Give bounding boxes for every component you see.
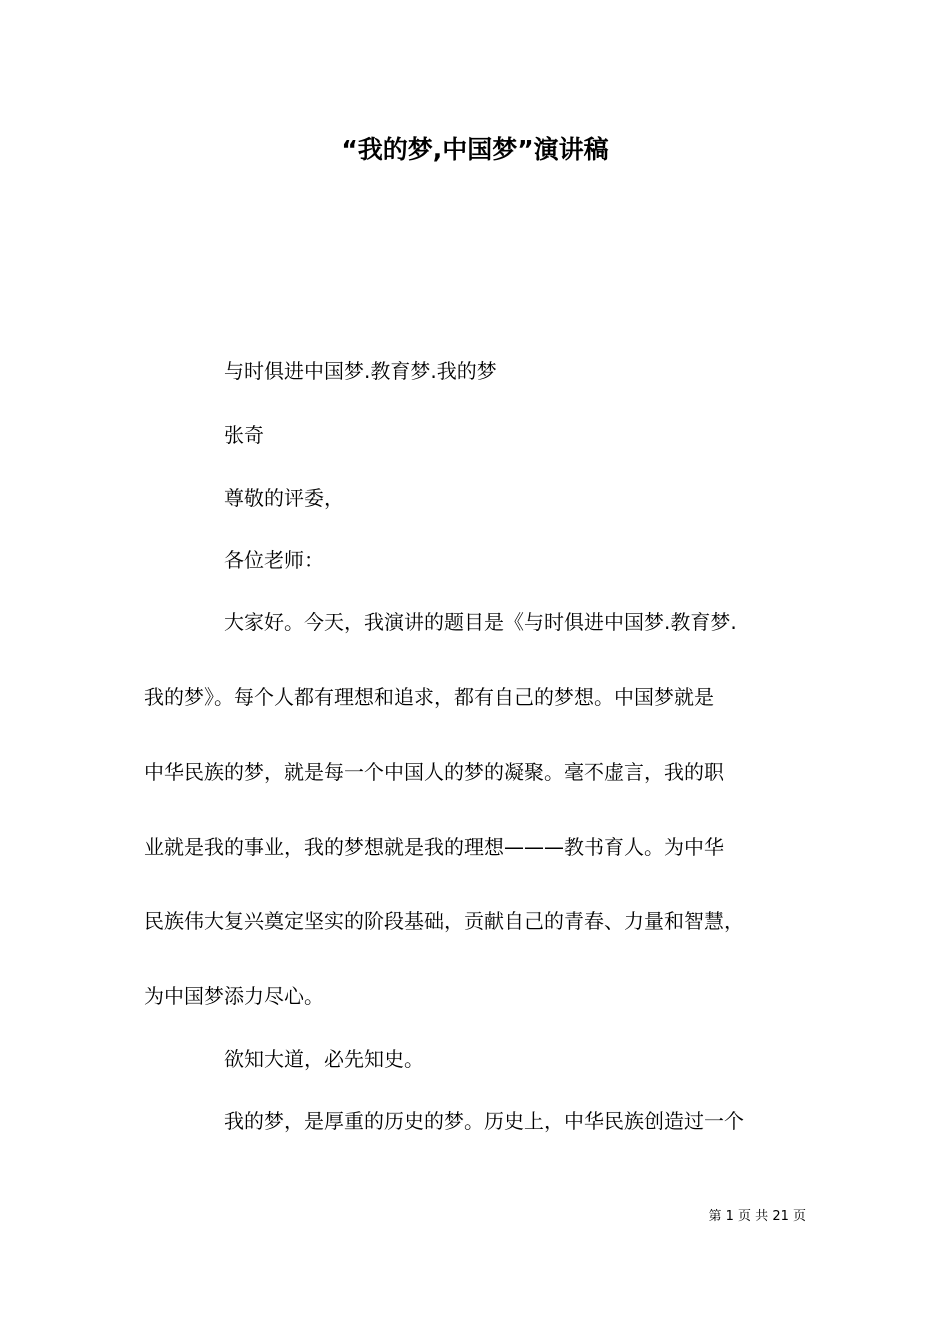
subtitle-line: 与时俱进中国梦.教育梦.我的梦: [224, 359, 497, 383]
body-line: 大家好。今天，我演讲的题目是《与时俱进中国梦.教育梦.: [224, 610, 737, 634]
body-line: 业就是我的事业，我的梦想就是我的理想———教书育人。为中华: [144, 835, 724, 859]
body-line: 欲知大道，必先知史。: [224, 1047, 424, 1071]
body-line: 我的梦，是厚重的历史的梦。历史上，中华民族创造过一个: [224, 1109, 744, 1133]
author-line: 张奇: [224, 423, 264, 447]
document-title: “我的梦,中国梦”演讲稿: [341, 135, 609, 164]
salutation-line: 各位老师：: [224, 548, 324, 572]
body-line: 我的梦》。每个人都有理想和追求，都有自己的梦想。中国梦就是: [144, 685, 714, 709]
page-number: 第 1 页 共 21 页: [708, 1209, 806, 1224]
body-line: 中华民族的梦，就是每一个中国人的梦的凝聚。毫不虚言，我的职: [144, 760, 724, 784]
body-line: 为中国梦添力尽心。: [144, 984, 324, 1008]
body-line: 民族伟大复兴奠定坚实的阶段基础，贡献自己的青春、力量和智慧，: [144, 909, 744, 933]
salutation-line: 尊敬的评委，: [224, 486, 344, 510]
